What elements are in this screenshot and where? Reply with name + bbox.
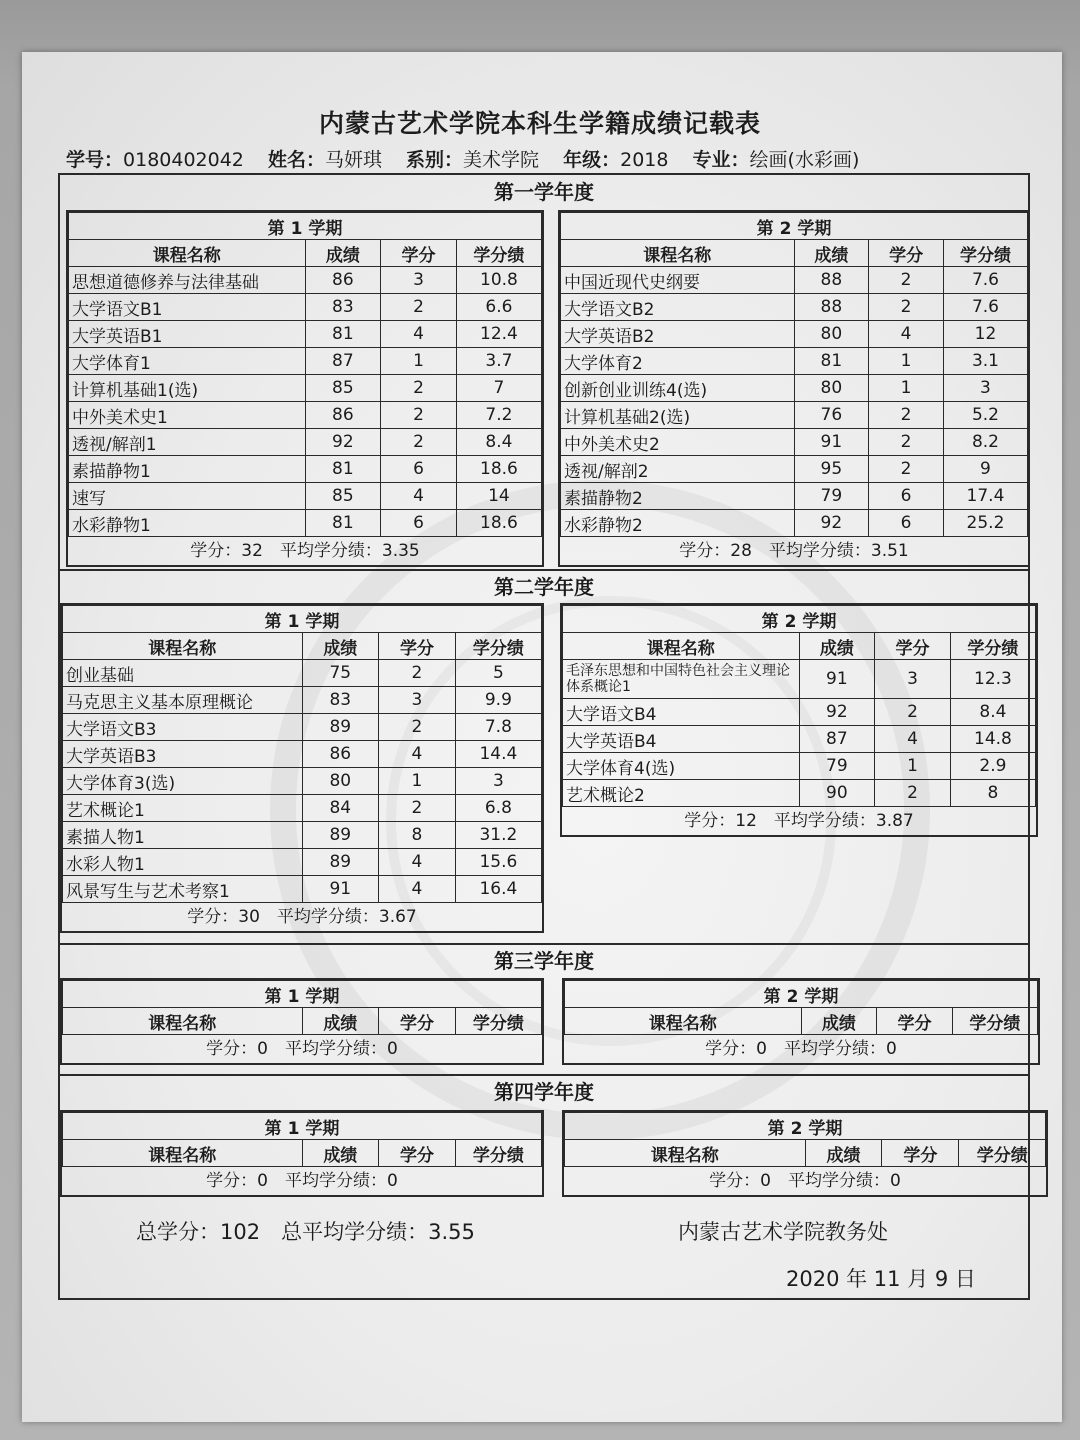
credit-cell: 8 (379, 822, 456, 849)
credit-cell: 2 (381, 375, 457, 402)
grade-point-cell: 18.6 (456, 510, 541, 537)
grade-point-cell: 8 (950, 780, 1035, 807)
credit-cell: 2 (381, 402, 457, 429)
semester-summary: 学分：0 平均学分绩：0 (206, 1039, 398, 1059)
score-cell: 89 (302, 714, 379, 741)
year-2-heading: 第二学年度 (58, 569, 1030, 601)
grade-point-cell: 12.4 (456, 321, 541, 348)
credit-cell: 2 (869, 456, 944, 483)
table-row (63, 795, 542, 822)
course-name-cell: 素描静物2 (561, 483, 795, 510)
table-row (561, 321, 1028, 348)
semester-table (562, 605, 1036, 835)
grade-point-cell: 3.7 (456, 348, 541, 375)
column-header-gp: 学分绩 (959, 1140, 1046, 1167)
grade-point-cell: 6.8 (455, 795, 541, 822)
credit-cell: 2 (869, 294, 944, 321)
course-name-cell: 艺术概论1 (63, 795, 303, 822)
semester-table (62, 605, 542, 931)
id-label: 学号： (66, 149, 124, 171)
table-row (69, 510, 542, 537)
table-row (561, 402, 1028, 429)
semester-summary: 学分：30 平均学分绩：3.67 (187, 907, 417, 927)
column-header-course: 课程名称 (565, 1140, 806, 1167)
grade-point-cell: 14.4 (455, 741, 541, 768)
table-row (63, 876, 542, 903)
table-row (69, 456, 542, 483)
table-row (561, 348, 1028, 375)
semester-y4-s1 (60, 1110, 544, 1197)
score-cell: 91 (302, 876, 379, 903)
credit-cell: 2 (869, 267, 944, 294)
grade-point-cell: 8.2 (943, 429, 1027, 456)
score-cell: 85 (305, 375, 381, 402)
year-1-heading: 第一学年度 (494, 180, 594, 204)
grade-point-cell: 2.9 (950, 753, 1035, 780)
semester-label: 第 1 学期 (63, 606, 542, 633)
grade-point-cell: 7.6 (943, 267, 1027, 294)
credit-cell: 6 (381, 510, 457, 537)
semester-y3-s1 (60, 978, 544, 1065)
table-row (561, 456, 1028, 483)
semester-table (68, 212, 542, 565)
table-row (563, 726, 1036, 753)
score-cell: 86 (305, 402, 381, 429)
table-row (561, 429, 1028, 456)
grade-point-cell: 9.9 (455, 687, 541, 714)
table-row (563, 780, 1036, 807)
score-cell: 83 (302, 687, 379, 714)
year-4-heading: 第四学年度 (58, 1074, 1030, 1106)
major-label: 专业： (692, 149, 750, 171)
table-row (561, 267, 1028, 294)
column-header-gp: 学分绩 (950, 633, 1035, 660)
table-row (69, 483, 542, 510)
course-name-cell: 马克思主义基本原理概论 (63, 687, 303, 714)
credit-cell: 4 (875, 726, 951, 753)
table-row (561, 375, 1028, 402)
table-row (63, 660, 542, 687)
column-header-credit: 学分 (381, 240, 457, 267)
course-name-cell: 大学英语B4 (563, 726, 800, 753)
column-header-gp: 学分绩 (943, 240, 1027, 267)
semester-label: 第 2 学期 (563, 606, 1036, 633)
course-name-cell: 艺术概论2 (563, 780, 800, 807)
grade-point-cell: 9 (943, 456, 1027, 483)
grade-point-cell: 18.6 (456, 456, 541, 483)
credit-cell: 6 (869, 510, 944, 537)
credit-cell: 4 (381, 483, 457, 510)
credit-cell: 4 (869, 321, 944, 348)
course-name-cell: 风景写生与艺术考察1 (63, 876, 303, 903)
grade-point-cell: 3 (943, 375, 1027, 402)
student-grade: 2018 (620, 149, 669, 171)
semester-summary: 学分：28 平均学分绩：3.51 (679, 541, 909, 561)
score-cell: 92 (794, 510, 869, 537)
column-header-score: 成绩 (302, 633, 379, 660)
column-header-gp: 学分绩 (455, 1008, 541, 1035)
document-title: 内蒙古艺术学院本科生学籍成绩记载表 (318, 109, 761, 138)
semester-y1-s1 (66, 210, 544, 567)
grade-point-cell: 10.8 (456, 267, 541, 294)
table-row (561, 294, 1028, 321)
course-name-cell: 素描人物1 (63, 822, 303, 849)
credit-cell: 2 (381, 429, 457, 456)
table-row (63, 822, 542, 849)
grade-point-cell: 7.8 (455, 714, 541, 741)
score-cell: 89 (302, 822, 379, 849)
column-header-gp: 学分绩 (456, 240, 541, 267)
table-row (69, 267, 542, 294)
course-name-cell: 透视/解剖1 (69, 429, 306, 456)
semester-label: 第 1 学期 (63, 1113, 542, 1140)
score-cell: 91 (794, 429, 869, 456)
grade-point-cell: 3.1 (943, 348, 1027, 375)
column-header-credit: 学分 (877, 1008, 953, 1035)
semester-label: 第 2 学期 (561, 213, 1028, 240)
credit-cell: 3 (381, 267, 457, 294)
score-cell: 86 (305, 267, 381, 294)
score-cell: 80 (794, 375, 869, 402)
score-cell: 90 (799, 780, 875, 807)
grade-point-cell: 8.4 (950, 699, 1035, 726)
score-cell: 76 (794, 402, 869, 429)
grade-label: 年级： (563, 149, 621, 171)
semester-table (560, 212, 1028, 565)
column-header-course: 课程名称 (563, 633, 800, 660)
student-dept: 美术学院 (463, 149, 540, 171)
table-row (561, 483, 1028, 510)
course-name-cell: 大学体育2 (561, 348, 795, 375)
grade-point-cell: 31.2 (455, 822, 541, 849)
table-row (69, 375, 542, 402)
credit-cell: 1 (379, 768, 456, 795)
table-row (563, 699, 1036, 726)
semester-y2-s1 (60, 603, 544, 933)
credit-cell: 2 (379, 795, 456, 822)
semester-table (564, 980, 1038, 1063)
score-cell: 79 (794, 483, 869, 510)
column-header-course: 课程名称 (63, 1008, 303, 1035)
score-cell: 87 (799, 726, 875, 753)
score-cell: 84 (302, 795, 379, 822)
student-major: 绘画(水彩画) (749, 149, 860, 171)
column-header-score: 成绩 (305, 240, 381, 267)
grade-point-cell: 5 (455, 660, 541, 687)
semester-table (62, 1112, 542, 1195)
credit-cell: 4 (379, 741, 456, 768)
credit-cell: 1 (381, 348, 457, 375)
credit-cell: 2 (381, 294, 457, 321)
course-name-cell: 大学英语B1 (69, 321, 306, 348)
grade-point-cell: 16.4 (455, 876, 541, 903)
course-name-cell: 计算机基础2(选) (561, 402, 795, 429)
score-cell: 85 (305, 483, 381, 510)
column-header-course: 课程名称 (63, 1140, 303, 1167)
grade-point-cell: 14 (456, 483, 541, 510)
score-cell: 92 (799, 699, 875, 726)
score-cell: 81 (794, 348, 869, 375)
semester-summary: 学分：12 平均学分绩：3.87 (684, 811, 914, 831)
course-name-cell: 创业基础 (63, 660, 303, 687)
grand-totals: 总学分：102 总平均学分绩：3.55 (136, 1220, 475, 1244)
table-row (63, 741, 542, 768)
column-header-course: 课程名称 (561, 240, 795, 267)
score-cell: 89 (302, 849, 379, 876)
issuing-office: 内蒙古艺术学院教务处 (678, 1220, 888, 1244)
column-header-credit: 学分 (882, 1140, 959, 1167)
column-header-gp: 学分绩 (455, 1140, 541, 1167)
table-row (63, 687, 542, 714)
student-id: 0180402042 (123, 149, 244, 171)
column-header-credit: 学分 (875, 633, 951, 660)
issue-date: 2020 年 11 月 9 日 (786, 1267, 976, 1291)
grade-point-cell: 12 (943, 321, 1027, 348)
table-row (563, 660, 1036, 699)
credit-cell: 1 (869, 375, 944, 402)
course-name-cell: 毛泽东思想和中国特色社会主义理论体系概论1 (563, 660, 800, 699)
column-header-score: 成绩 (302, 1008, 379, 1035)
credit-cell: 2 (869, 429, 944, 456)
course-name-cell: 大学语文B4 (563, 699, 800, 726)
credit-cell: 1 (875, 753, 951, 780)
grade-point-cell: 17.4 (943, 483, 1027, 510)
score-cell: 88 (794, 267, 869, 294)
semester-label: 第 1 学期 (69, 213, 542, 240)
credit-cell: 4 (379, 849, 456, 876)
grade-point-cell: 7.2 (456, 402, 541, 429)
grade-point-cell: 5.2 (943, 402, 1027, 429)
semester-summary: 学分：0 平均学分绩：0 (705, 1039, 897, 1059)
semester-summary: 学分：0 平均学分绩：0 (206, 1171, 398, 1191)
score-cell: 80 (302, 768, 379, 795)
grade-point-cell: 8.4 (456, 429, 541, 456)
column-header-score: 成绩 (794, 240, 869, 267)
credit-cell: 2 (379, 660, 456, 687)
course-name-cell: 中外美术史1 (69, 402, 306, 429)
credit-cell: 6 (869, 483, 944, 510)
semester-summary: 学分：32 平均学分绩：3.35 (190, 541, 420, 561)
table-row (69, 429, 542, 456)
credit-cell: 2 (875, 699, 951, 726)
course-name-cell: 大学体育3(选) (63, 768, 303, 795)
semester-summary: 学分：0 平均学分绩：0 (709, 1171, 901, 1191)
score-cell: 91 (799, 660, 875, 699)
course-name-cell: 透视/解剖2 (561, 456, 795, 483)
grade-point-cell: 7 (456, 375, 541, 402)
semester-table (62, 980, 542, 1063)
credit-cell: 4 (381, 321, 457, 348)
course-name-cell: 中外美术史2 (561, 429, 795, 456)
semester-label: 第 1 学期 (63, 981, 542, 1008)
column-header-gp: 学分绩 (952, 1008, 1037, 1035)
semester-label: 第 2 学期 (565, 1113, 1046, 1140)
name-label: 姓名： (267, 149, 325, 171)
course-name-cell: 水彩人物1 (63, 849, 303, 876)
column-header-credit: 学分 (869, 240, 944, 267)
course-name-cell: 大学语文B3 (63, 714, 303, 741)
course-name-cell: 水彩静物1 (69, 510, 306, 537)
column-header-credit: 学分 (379, 633, 456, 660)
column-header-gp: 学分绩 (455, 633, 541, 660)
semester-label: 第 2 学期 (565, 981, 1038, 1008)
score-cell: 88 (794, 294, 869, 321)
credit-cell: 6 (381, 456, 457, 483)
table-row (69, 321, 542, 348)
column-header-credit: 学分 (379, 1008, 456, 1035)
column-header-score: 成绩 (799, 633, 875, 660)
score-cell: 86 (302, 741, 379, 768)
score-cell: 87 (305, 348, 381, 375)
credit-cell: 2 (875, 780, 951, 807)
table-row (63, 714, 542, 741)
column-header-course: 课程名称 (69, 240, 306, 267)
course-name-cell: 速写 (69, 483, 306, 510)
course-name-cell: 大学体育4(选) (563, 753, 800, 780)
column-header-score: 成绩 (801, 1008, 877, 1035)
grade-point-cell: 12.3 (950, 660, 1035, 699)
semester-table (564, 1112, 1046, 1195)
course-name-cell: 大学英语B2 (561, 321, 795, 348)
semester-y3-s2 (562, 978, 1040, 1065)
table-row (69, 348, 542, 375)
course-name-cell: 大学英语B3 (63, 741, 303, 768)
course-name-cell: 中国近现代史纲要 (561, 267, 795, 294)
course-name-cell: 大学语文B2 (561, 294, 795, 321)
semester-y4-s2 (562, 1110, 1048, 1197)
score-cell: 81 (305, 510, 381, 537)
course-name-cell: 素描静物1 (69, 456, 306, 483)
grade-point-cell: 6.6 (456, 294, 541, 321)
column-header-score: 成绩 (302, 1140, 379, 1167)
dept-label: 系别： (406, 149, 464, 171)
grade-point-cell: 15.6 (455, 849, 541, 876)
table-row (561, 510, 1028, 537)
score-cell: 81 (305, 456, 381, 483)
credit-cell: 3 (379, 687, 456, 714)
student-name: 马妍琪 (324, 149, 382, 171)
score-cell: 92 (305, 429, 381, 456)
grade-point-cell: 25.2 (943, 510, 1027, 537)
table-row (563, 753, 1036, 780)
table-row (63, 768, 542, 795)
credit-cell: 2 (379, 714, 456, 741)
course-name-cell: 思想道德修养与法律基础 (69, 267, 306, 294)
credit-cell: 4 (379, 876, 456, 903)
course-name-cell: 创新创业训练4(选) (561, 375, 795, 402)
grade-point-cell: 3 (455, 768, 541, 795)
credit-cell: 3 (875, 660, 951, 699)
student-info-line (66, 145, 966, 172)
score-cell: 79 (799, 753, 875, 780)
column-header-course: 课程名称 (63, 633, 303, 660)
column-header-score: 成绩 (805, 1140, 882, 1167)
semester-y2-s2 (560, 603, 1038, 837)
column-header-course: 课程名称 (565, 1008, 802, 1035)
table-row (69, 294, 542, 321)
score-cell: 80 (794, 321, 869, 348)
table-row (63, 849, 542, 876)
course-name-cell: 水彩静物2 (561, 510, 795, 537)
column-header-credit: 学分 (379, 1140, 456, 1167)
score-cell: 95 (794, 456, 869, 483)
course-name-cell: 大学体育1 (69, 348, 306, 375)
grade-point-cell: 7.6 (943, 294, 1027, 321)
semester-y1-s2 (558, 210, 1030, 567)
grade-point-cell: 14.8 (950, 726, 1035, 753)
credit-cell: 2 (869, 402, 944, 429)
table-row (69, 402, 542, 429)
score-cell: 75 (302, 660, 379, 687)
course-name-cell: 计算机基础1(选) (69, 375, 306, 402)
course-name-cell: 大学语文B1 (69, 294, 306, 321)
year-3-heading: 第三学年度 (58, 943, 1030, 975)
score-cell: 81 (305, 321, 381, 348)
credit-cell: 1 (869, 348, 944, 375)
score-cell: 83 (305, 294, 381, 321)
